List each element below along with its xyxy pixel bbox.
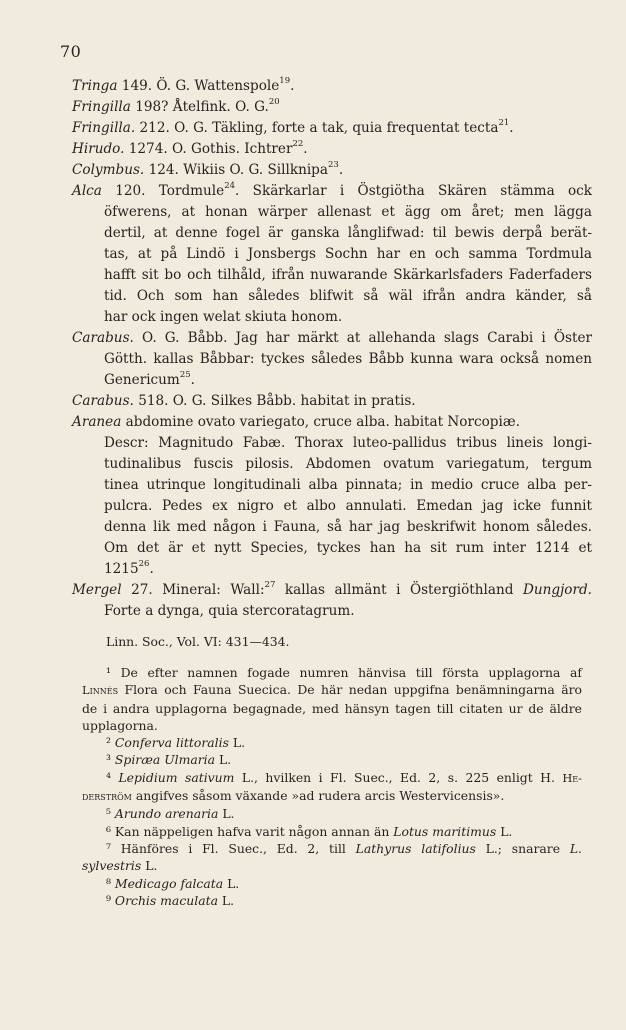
entry-text: Genericum	[104, 372, 180, 388]
entry-text: 1274. O. Gothis. Ichtrer	[124, 141, 293, 157]
footnote-number: ³	[106, 752, 111, 768]
text-line: öfwerens, at honan wärper allenast et ägg om året; men lägga	[104, 204, 592, 220]
main-text	[72, 76, 592, 622]
genus-name: Carabus.	[72, 330, 134, 346]
text-line	[72, 181, 592, 202]
entry-aranea	[72, 412, 592, 433]
footnote-text: L.	[215, 752, 232, 768]
footnote-3	[82, 751, 582, 768]
genus-name: Hirudo.	[72, 141, 125, 157]
footnote-line: upplagorna.	[82, 717, 158, 733]
entry-hirudo	[72, 139, 592, 160]
species-name: Lotus maritimus	[393, 823, 497, 839]
entry-text: 518. O. G. Silkes Båbb. habitat in pratis.	[133, 393, 416, 409]
entry-text: 1215	[104, 561, 139, 577]
entry-mergel	[72, 580, 592, 622]
genus-name: Aranea	[72, 414, 122, 430]
entry-fringilla-198	[72, 97, 592, 118]
footnote-line	[82, 681, 582, 699]
text-line: Forte a dynga, quia stercoratagrum.	[104, 603, 355, 619]
entry-alca	[72, 181, 592, 328]
footnote-ref: 21	[498, 118, 510, 128]
entry-text: .	[290, 78, 295, 94]
footnote-2	[82, 734, 582, 751]
entry-text: O. G. Båbb. Jag har märkt at allehanda slags Carabi i Öster	[133, 330, 592, 346]
entry-text: .	[190, 372, 195, 388]
footnote-6	[82, 823, 582, 840]
species-name: Orchis maculata	[114, 892, 218, 908]
footnote-text: L.	[223, 875, 240, 891]
footnote-ref: 19	[279, 76, 291, 86]
text-line: Descr: Magnitudo Fabæ. Thorax luteo-pallidus tribus lineis longi-	[104, 435, 592, 451]
genus-name: Mergel	[72, 582, 122, 598]
footnote-ref: 23	[328, 160, 339, 170]
text-line: denna lik med någon i Fauna, så har jag beskrifwit honom således.	[104, 519, 592, 535]
species-name: sylvestris	[82, 858, 142, 874]
footnote-text: L.; snarare	[475, 840, 570, 856]
entry-text: .	[338, 162, 344, 178]
text-line: hafft sit bo och tilhåld, ifrån nuwarande Skärkarlsfaders Faderfaders	[104, 267, 592, 283]
entry-tringa	[72, 76, 592, 97]
footnote-1	[82, 664, 582, 734]
genus-name: Fringilla.	[72, 120, 136, 136]
species-name: Lepidium sativum	[118, 769, 235, 785]
text-line: pulcra. Pedes ex nigro et albo annulati. Emedan jag icke funnit	[104, 498, 592, 514]
footnote-line: de i andra upplagorna begagnade, med hänsyn tagen till citaten ur de äldre	[82, 700, 582, 716]
footnote-number: ⁴	[106, 769, 111, 785]
footnote-text: Hänföres i Fl. Suec., Ed. 2, till	[120, 840, 356, 856]
entry-text: .	[303, 141, 308, 157]
footnote-text: angifves såsom växande »ad rudera arcis Westervicensis».	[131, 788, 505, 804]
footnote-ref: 27	[264, 580, 276, 590]
footnote-4	[82, 769, 582, 806]
entry-description	[72, 433, 592, 580]
entry-carabus-518	[72, 391, 592, 412]
genus-name: Alca	[72, 183, 102, 199]
footnote-text: L.	[228, 735, 246, 751]
footnote-text: L.	[218, 806, 235, 822]
text-line: Götth. kallas Båbbar: tyckes således Båbb kunna wara också nomen	[104, 351, 592, 367]
footnote-5	[82, 805, 582, 822]
footnote-ref: 26	[138, 559, 150, 569]
text-line	[72, 370, 592, 391]
author-name: derström	[82, 789, 132, 804]
entry-text: 149. Ö. G. Wattenspole	[117, 78, 280, 94]
entry-text: 124. Wikiis O. G. Sillknipa	[144, 162, 328, 178]
footnote-8	[82, 875, 582, 892]
footnote-7	[82, 840, 582, 875]
genus-name: Carabus.	[72, 393, 134, 409]
text-line: tas, at på Lindö i Jonsbergs Sochn har en och samma Tordmula	[104, 246, 592, 262]
footnote-number: ⁵	[106, 806, 111, 822]
text-line: tudinalibus fuscis pilosis. Abdomen ovatum variegatum, tergum	[104, 456, 592, 472]
footnote-number: ⁶	[106, 823, 111, 839]
footnote-text: L.	[217, 892, 235, 908]
footnote-ref: 24	[224, 181, 236, 191]
text-line: Om det är et nytt Species, tyckes han ha sit rum inter 1214 et	[104, 540, 592, 556]
footnote-ref: 25	[179, 370, 191, 380]
footnote-line	[82, 787, 582, 805]
footnotes	[82, 664, 582, 909]
footnote-ref: 20	[268, 97, 280, 107]
entry-text: 212. O. G. Täkling, forte a tak, quia frequentat tecta	[135, 120, 499, 136]
footnote-line	[82, 857, 582, 874]
author-name: He-	[562, 770, 582, 785]
entry-text: .	[149, 561, 154, 577]
footnote-text: Flora och Fauna Suecica. De här nedan uppgifna benämningarna äro	[118, 682, 582, 698]
footnote-text: L.	[496, 823, 513, 839]
entry-text: . Skärkarlar i Östgiötha Skären stämma ock	[235, 183, 593, 199]
source-reference: Linn. Soc., Vol. VI: 431—434.	[106, 634, 290, 649]
species-name: L.	[569, 840, 582, 856]
footnote-ref: 22	[292, 139, 304, 149]
species-name: Conferva littoralis	[114, 735, 229, 751]
author-name: Linnés	[82, 683, 119, 698]
text-line: tinea utrinque longitudinali alba pinnata; in medio cruce alba per-	[104, 477, 592, 493]
footnote-line	[82, 769, 582, 787]
entry-text: .	[509, 120, 514, 136]
footnote-line: ¹ De efter namnen fogade numren hänvisa till första upplagorna af	[106, 665, 582, 680]
text-line: dertil, at denne fogel är ganska långlifwad: til bewis derpå berät-	[104, 225, 592, 241]
footnote-text: Kan näppeligen hafva varit någon annan än	[114, 823, 394, 839]
footnote-text: L., hvilken i Fl. Suec., Ed. 2, s. 225 enligt H.	[234, 769, 563, 785]
text-line	[72, 328, 592, 349]
genus-name: Colymbus.	[72, 162, 145, 178]
entry-text: 120. Tordmule	[101, 183, 225, 199]
species-name: Spiræa Ulmaria	[114, 752, 216, 768]
entry-fringilla-212	[72, 118, 592, 139]
entry-text: kallas allmänt i Östergiöthland	[275, 582, 523, 598]
genus-name: Fringilla	[72, 99, 131, 115]
species-name: Medicago falcata	[114, 875, 224, 891]
footnote-number: ⁷	[106, 840, 111, 856]
footnote-text: L.	[141, 858, 158, 874]
footnote-number: ⁹	[106, 892, 111, 908]
entry-text: 27. Mineral: Wall:	[121, 582, 265, 598]
footnote-9	[82, 892, 582, 909]
italic-term: Dungjord.	[522, 582, 592, 598]
text-line: tid. Och som han således blifwit så wäl ifrån andra känder, så	[104, 288, 592, 304]
text-line	[72, 559, 592, 580]
entry-colymbus	[72, 160, 592, 181]
entry-text: 198? Åtelfink. O. G.	[130, 99, 269, 115]
footnote-number: ²	[106, 735, 111, 751]
footnote-line	[82, 840, 582, 857]
genus-name: Tringa	[72, 78, 118, 94]
entry-text: abdomine ovato variegato, cruce alba. habitat Norcopiæ.	[121, 414, 520, 430]
entry-carabus-bobb	[72, 328, 592, 391]
page-number: 70	[60, 42, 82, 61]
species-name: Lathyrus latifolius	[355, 840, 476, 856]
text-line	[72, 580, 592, 601]
footnote-number: ⁸	[106, 875, 111, 891]
species-name: Arundo arenaria	[114, 806, 219, 822]
text-line: har ock ingen welat skiuta honom.	[104, 309, 343, 325]
